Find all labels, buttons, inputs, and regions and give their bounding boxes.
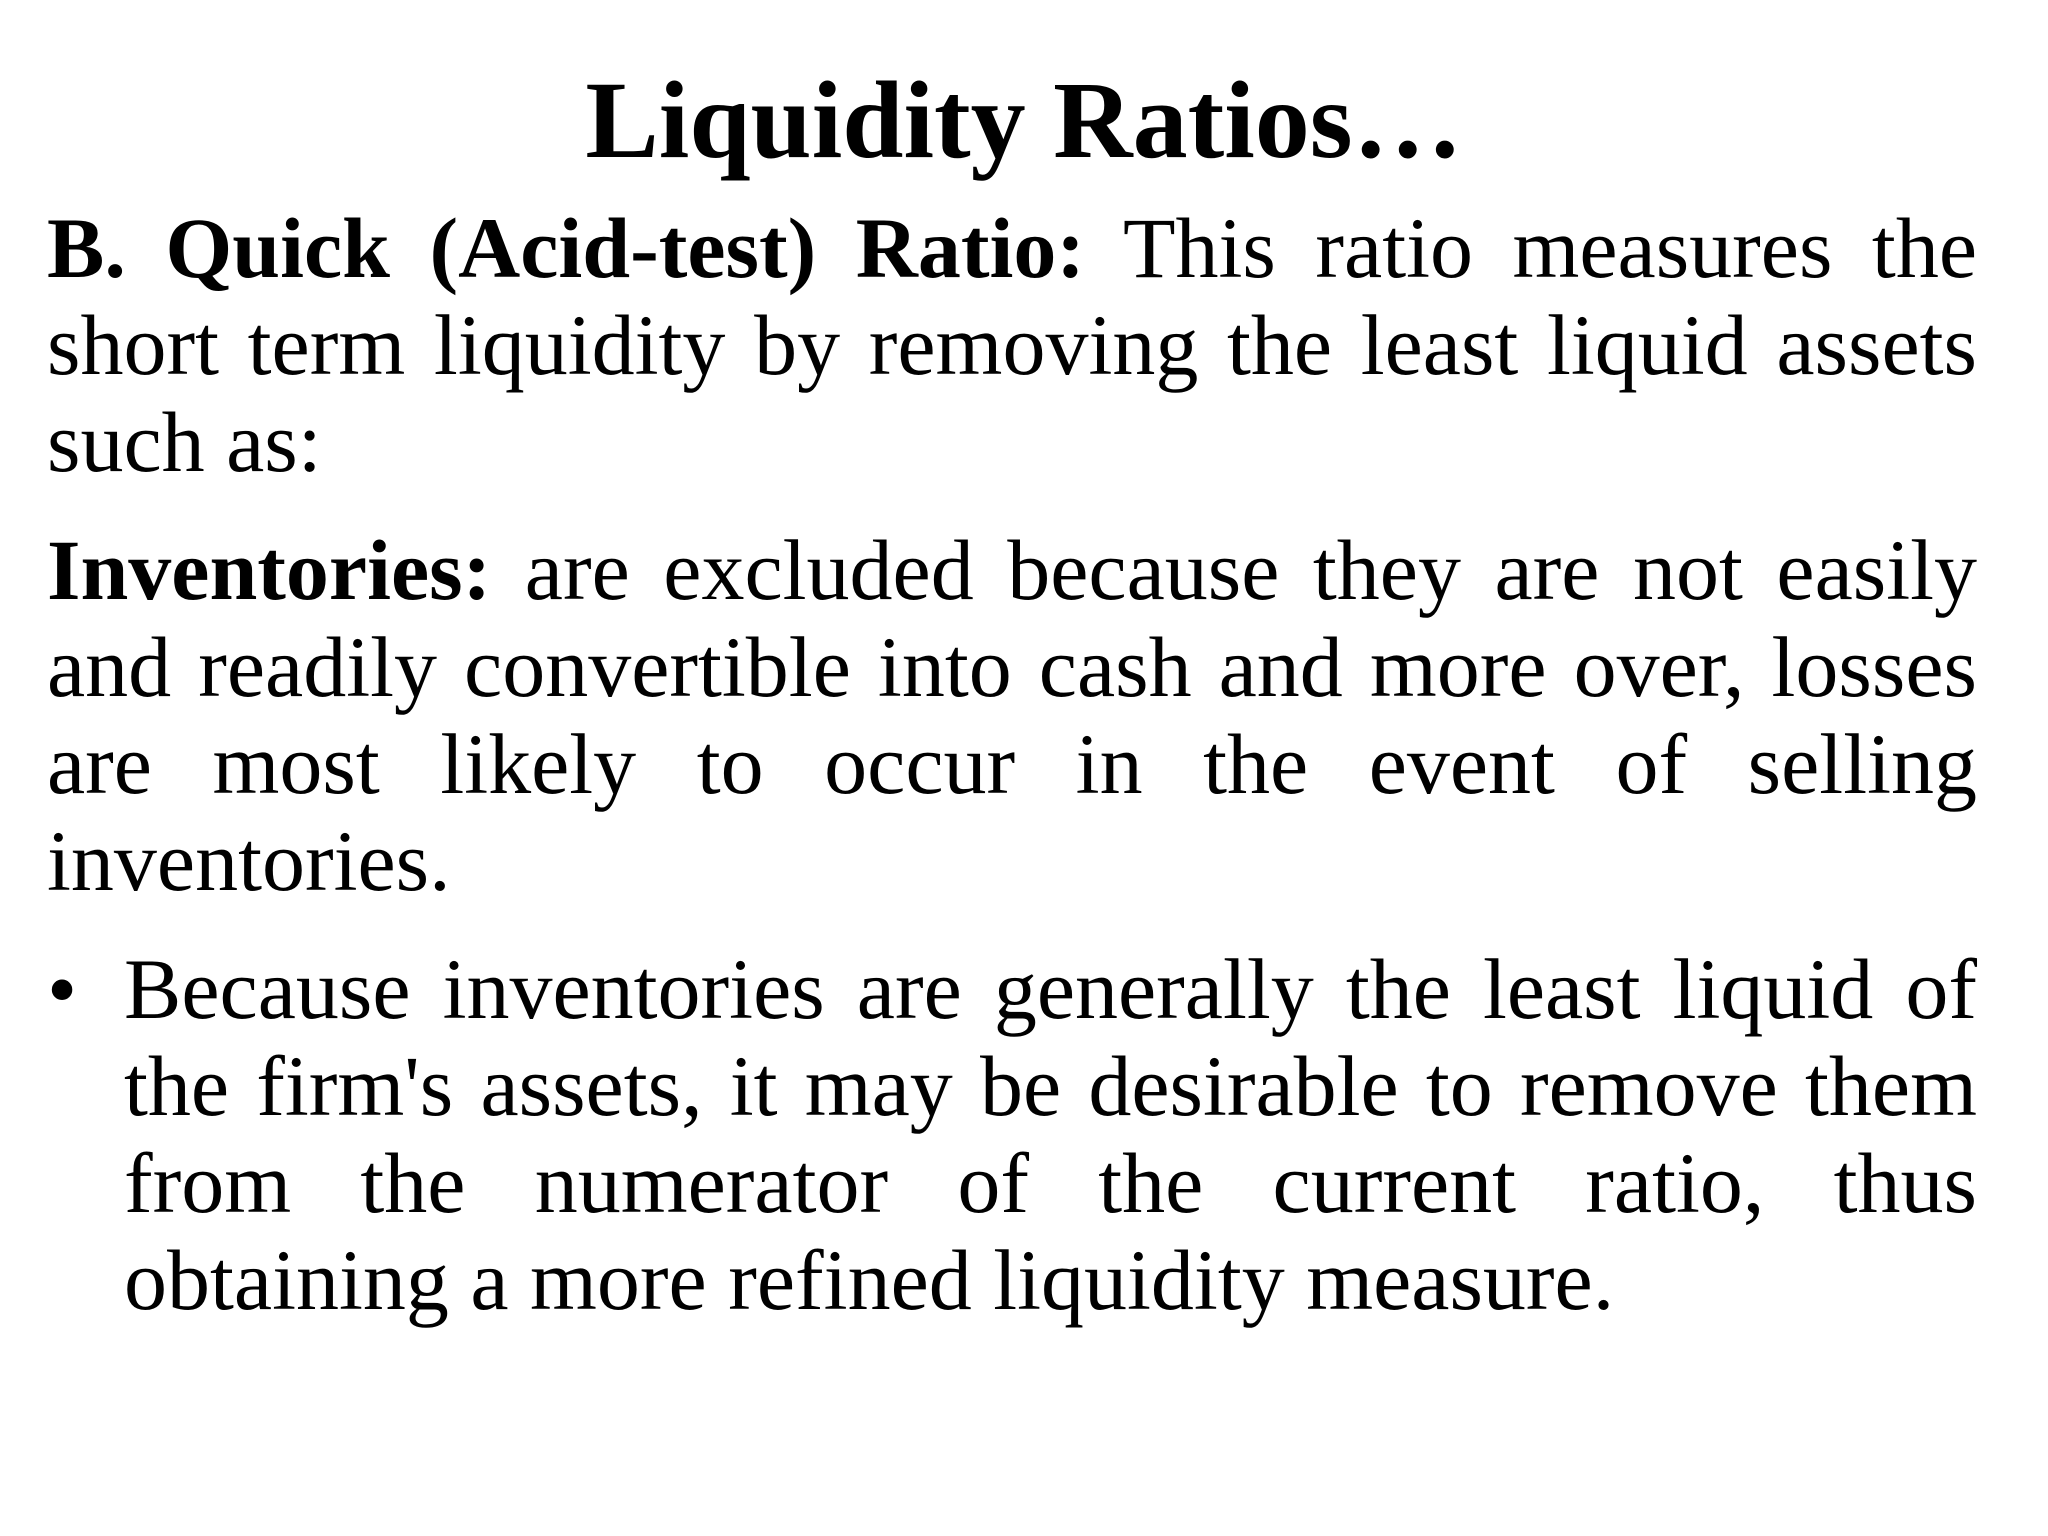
bullet-text: Because inventories are generally the least liquid of the firm's assets, it may be desirable to remove them from the numerator of the current ratio, thus obtaining a more refined liquidity measure. [124, 941, 1977, 1328]
inventories-paragraph [47, 522, 1977, 910]
quick-ratio-definition: This ratio measures the short term liquidity by removing the least liquid assets such as: [47, 200, 1977, 490]
inventories-explanation: are excluded because they are not easily and readily convertible into cash and more over, losses are most likely to occur in the event of selling inventories. [47, 522, 1977, 909]
quick-ratio-term: B. Quick (Acid-test) Ratio: [47, 200, 1086, 296]
slide-title: Liquidity Ratios… [585, 59, 1463, 181]
quick-ratio-paragraph [47, 200, 1977, 491]
bullet-marker-icon: • [47, 941, 78, 1037]
inventories-term: Inventories: [47, 522, 492, 618]
